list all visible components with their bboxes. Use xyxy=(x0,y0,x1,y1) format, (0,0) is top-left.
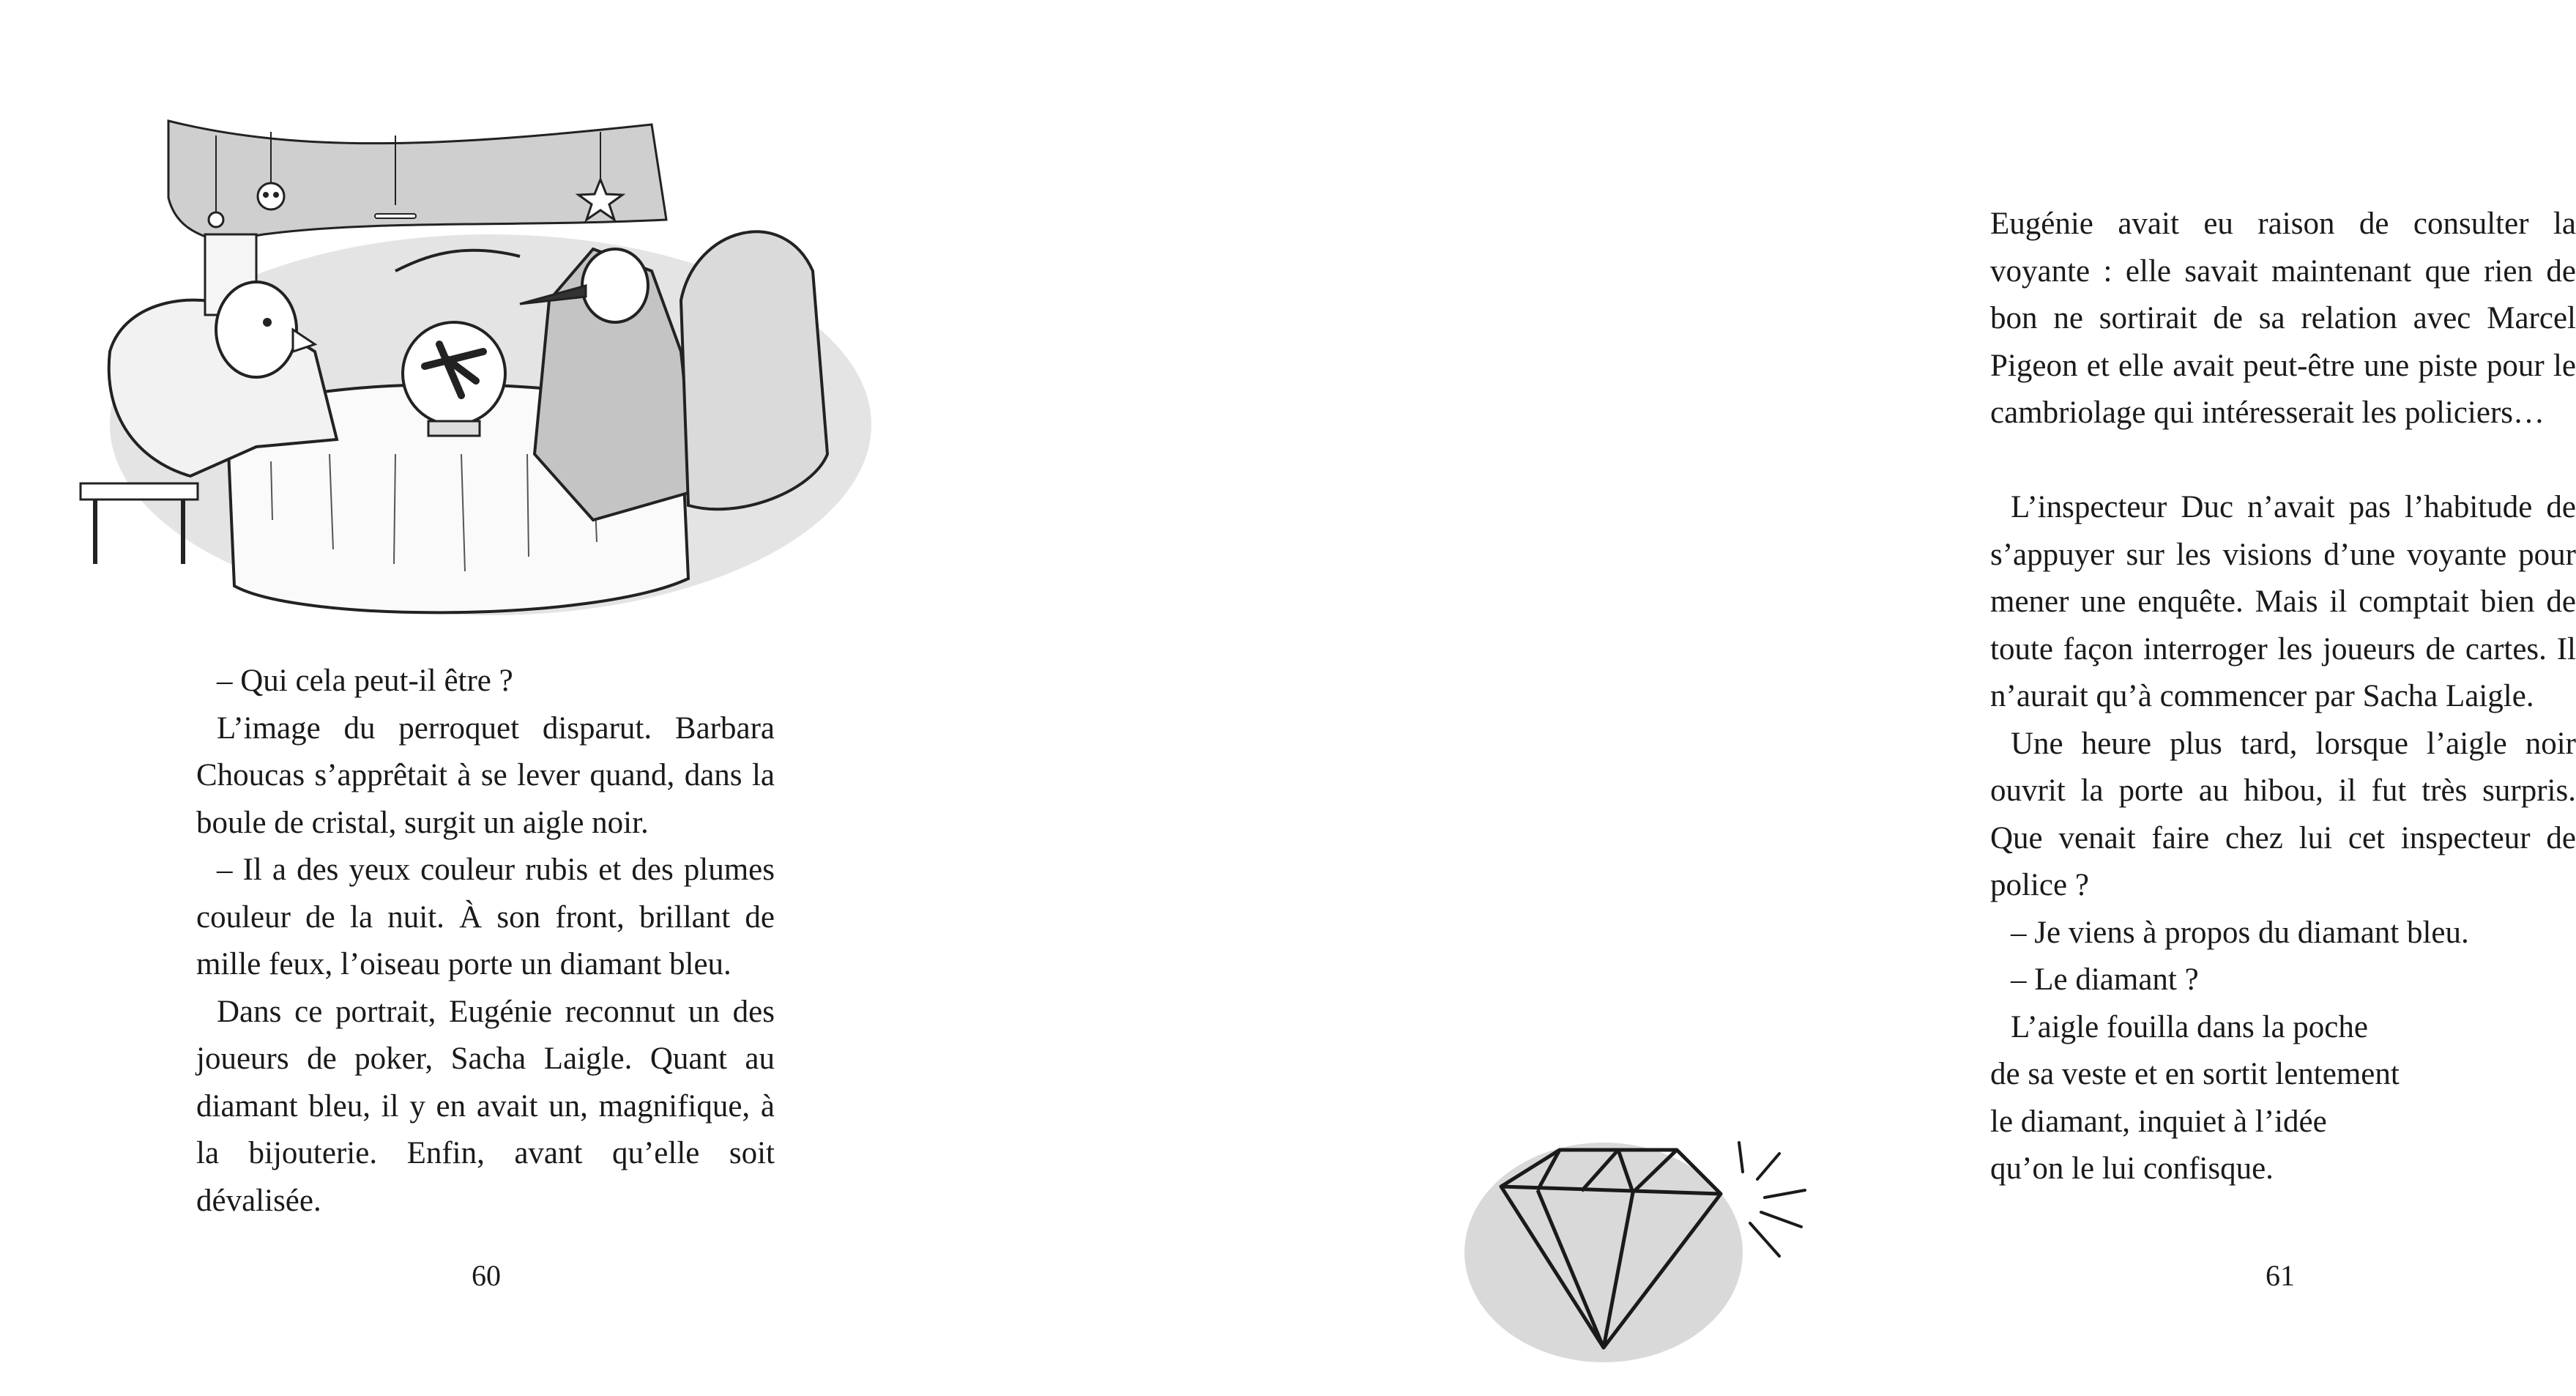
page-number: 60 xyxy=(472,1259,501,1292)
paragraph: – Qui cela peut-il être ? xyxy=(217,664,513,698)
paragraph: – Il a des yeux couleur rubis et des plumes couleur de la nuit. À son front, brillant de mille feux, l’oiseau porte un diamant bleu. xyxy=(196,853,775,981)
page-number: 61 xyxy=(2266,1259,2295,1292)
paragraph: – Le diamant ? xyxy=(2011,962,2199,997)
right-page-text xyxy=(1990,201,2576,1193)
paragraph: Dans ce portrait, Eugénie reconnut un des joueurs de poker, Sacha Laigle. Quant au diamant bleu, il y en avait un, magnifique, à la bijouterie. Enfin, avant qu’elle soit dévalisée. xyxy=(196,994,775,1218)
left-page xyxy=(0,0,915,1396)
fortune-teller-illustration xyxy=(81,110,923,637)
paragraph: L’aigle fouilla dans la poche de sa veste et en sortit lentement le diamant, inquiet à l’idée qu’on le lui confisque. xyxy=(1990,1009,2400,1186)
paragraph: Eugénie avait eu raison de consulter la voyante : elle savait maintenant que rien de bon ne sortirait de sa relation avec Marcel Pigeon et elle avait peut-être une piste pour le cambriolage qui intéresserait les policiers… xyxy=(1990,207,2576,430)
hanging-ball xyxy=(209,212,223,227)
skull-icon xyxy=(258,183,284,209)
stool xyxy=(81,483,198,500)
sparkle-lines xyxy=(1739,1143,1805,1256)
paragraph: Une heure plus tard, lorsque l’aigle noir ouvrit la porte au hibou, il fut très surpris. Que venait faire chez lui cet inspecteur de police ? xyxy=(1990,726,2576,902)
armchair xyxy=(681,231,827,509)
left-page-text xyxy=(196,658,775,1225)
hanging-drape xyxy=(168,121,666,242)
paragraph: L’image du perroquet disparut. Barbara Choucas s’apprêtait à se lever quand, dans la boule de cristal, surgit un aigle noir. xyxy=(196,710,775,840)
diamond-illustration xyxy=(1457,1128,1816,1377)
paragraph: – Je viens à propos du diamant bleu. xyxy=(2011,915,2469,950)
paragraph: L’inspecteur Duc n’avait pas l’habitude de s’appuyer sur les visions d’une voyante pour mener une enquête. Mais il comptait bien de toute façon interroger les joueurs de cartes. Il n’aurait qu’à commencer par Sacha Laigle. xyxy=(1990,490,2576,713)
